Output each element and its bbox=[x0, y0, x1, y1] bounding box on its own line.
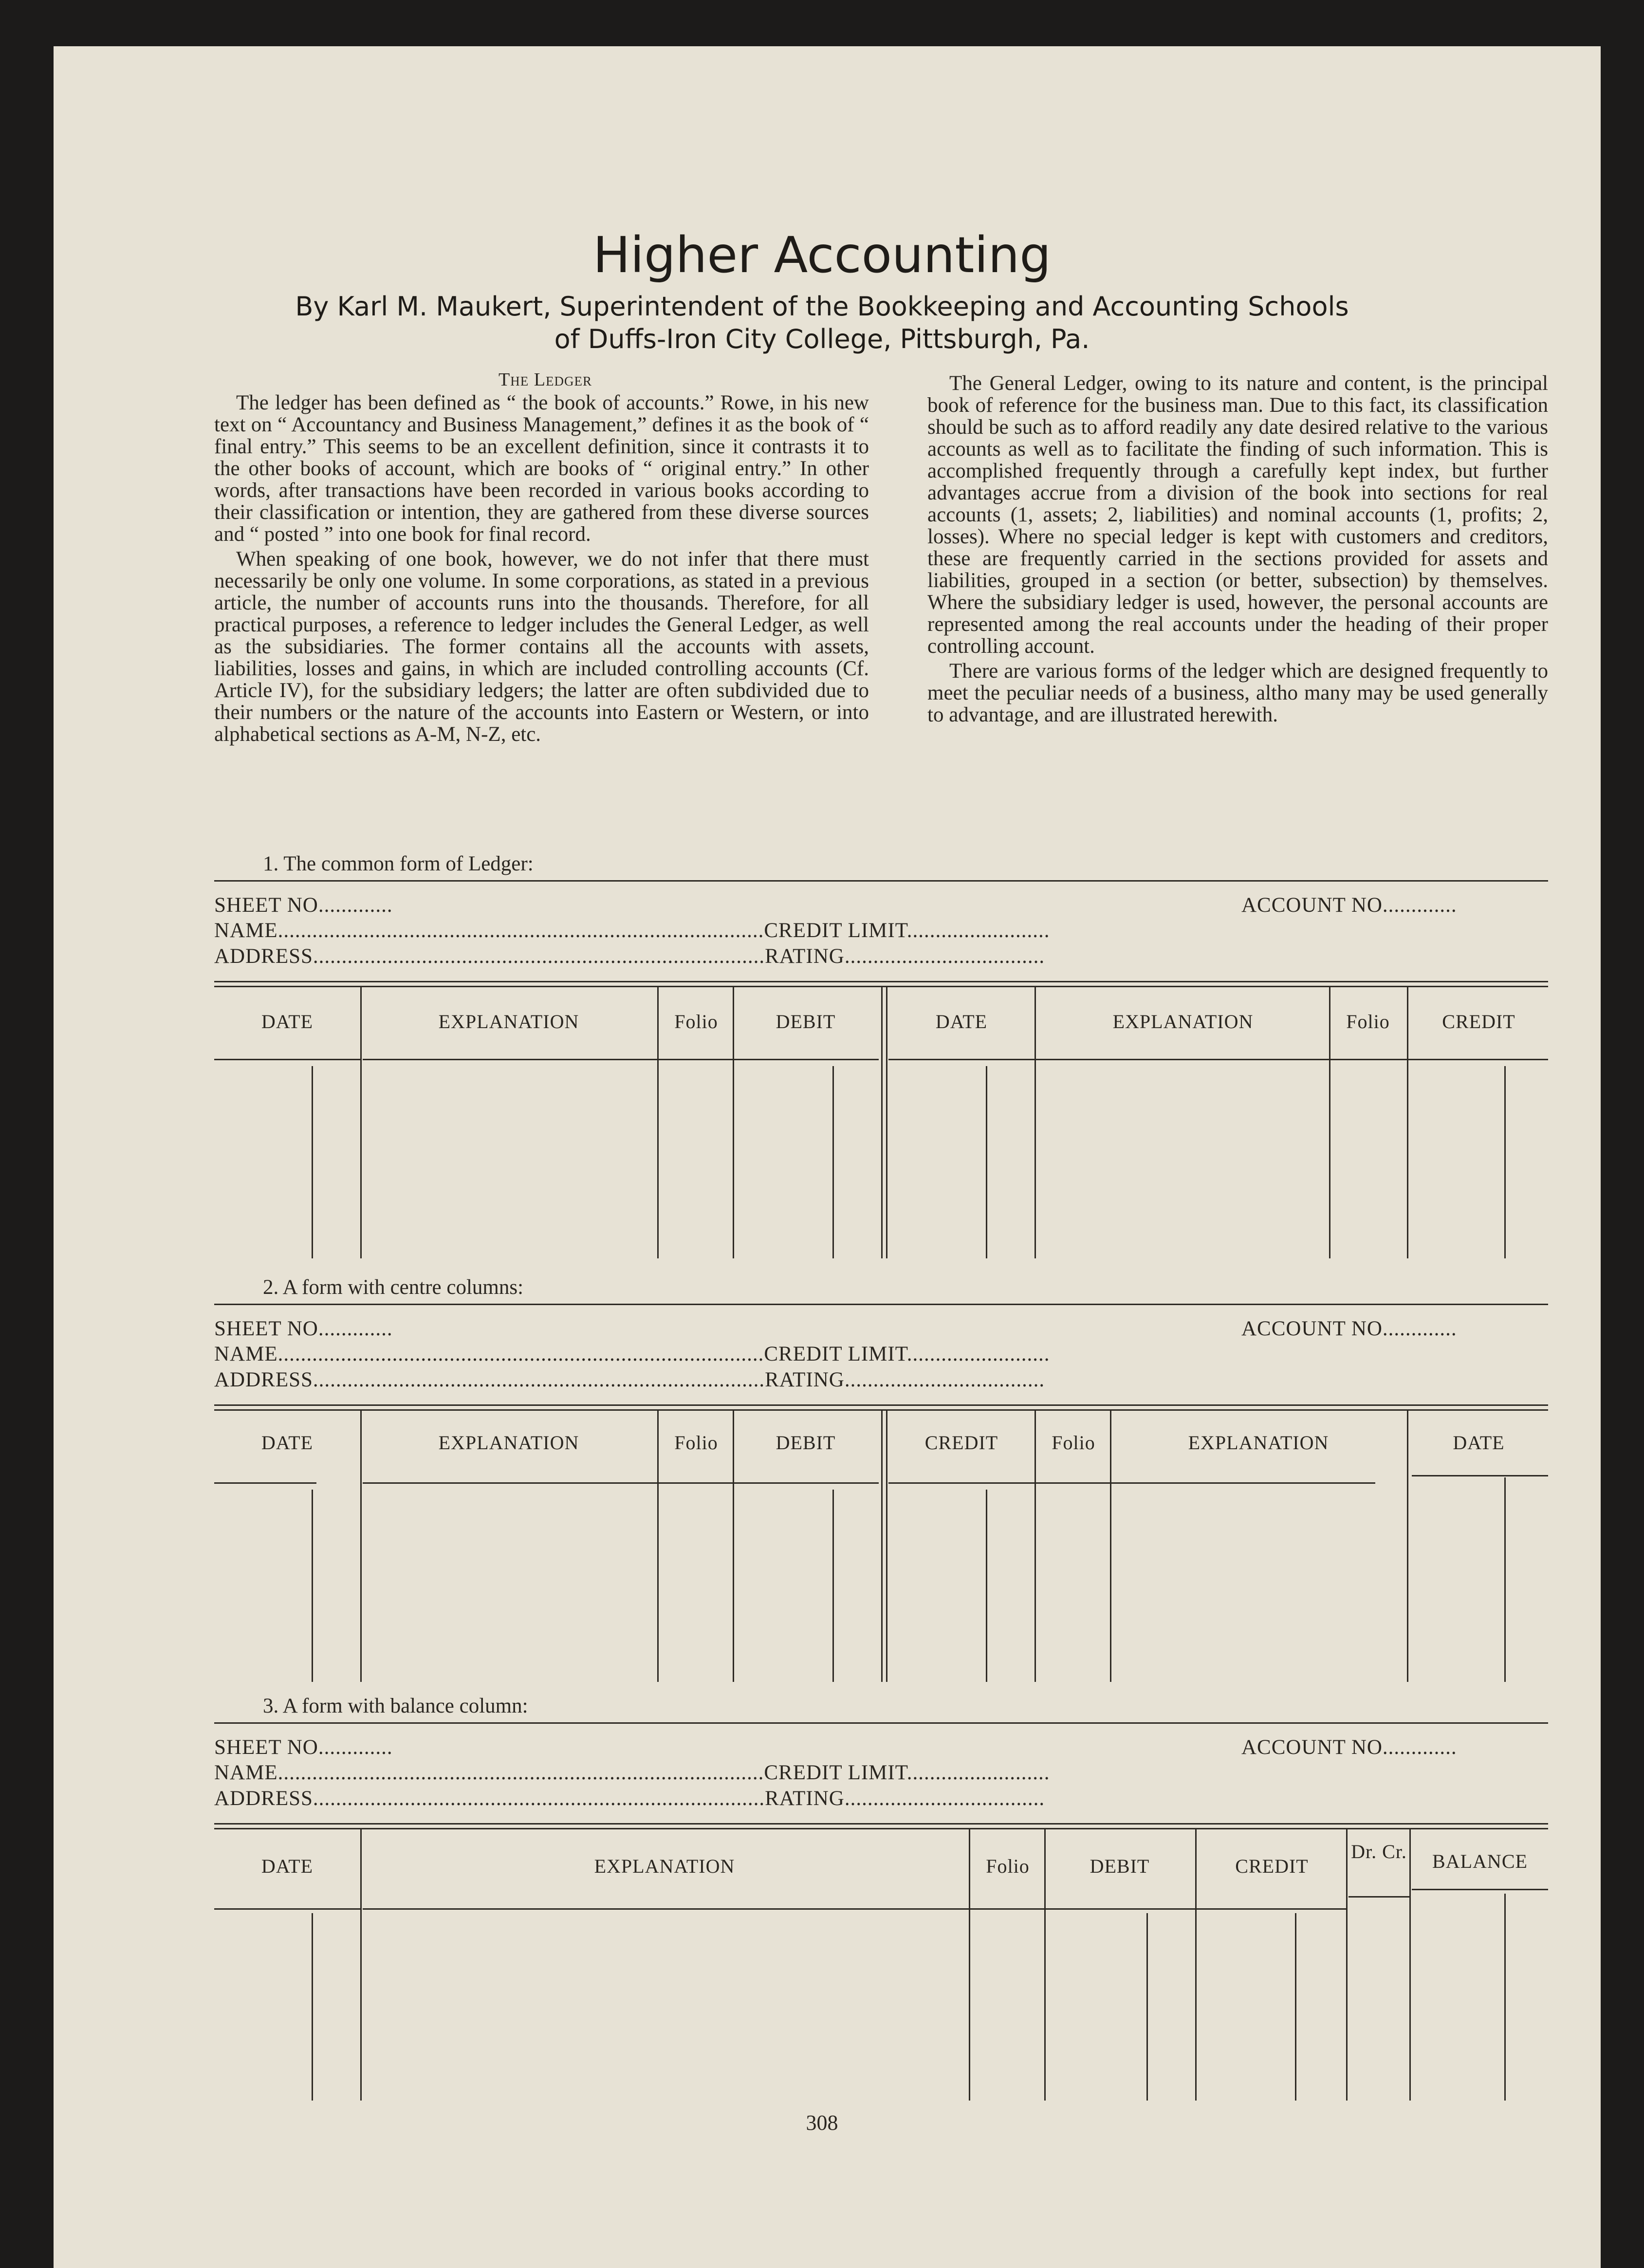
ledger-form-3 bbox=[214, 1823, 1548, 2101]
section-heading: The Ledger bbox=[499, 369, 592, 390]
account-no-label: ACCOUNT NO............. bbox=[1241, 1736, 1457, 1759]
form-2-caption: 2. A form with centre columns: bbox=[263, 1276, 524, 1299]
column-header: Dr. Cr. bbox=[1351, 1841, 1407, 1862]
column-header: Folio bbox=[1346, 1011, 1390, 1033]
column-header: DEBIT bbox=[776, 1432, 836, 1454]
column-header: CREDIT bbox=[924, 1432, 998, 1454]
sheet-no-label: SHEET NO............. bbox=[214, 1317, 393, 1340]
account-no-label: ACCOUNT NO............. bbox=[1241, 1317, 1457, 1340]
column-header: EXPLANATION bbox=[1112, 1011, 1254, 1033]
rule bbox=[214, 1304, 1548, 1305]
column-header: Folio bbox=[1052, 1432, 1095, 1454]
column-header: DATE bbox=[261, 1011, 314, 1033]
column-header: DEBIT bbox=[1090, 1855, 1150, 1877]
column-header: Folio bbox=[674, 1011, 718, 1033]
page-number: 308 bbox=[806, 2111, 838, 2135]
paragraph: There are various forms of the ledger which are designed frequently to meet the peculiar needs of a business, altho many may be used generally to advantage, and are illustrated herewith. bbox=[927, 660, 1548, 726]
left-column bbox=[214, 392, 869, 745]
column-header: Folio bbox=[986, 1855, 1030, 1877]
address-line: ADDRESS...............................................................................RATING................................... bbox=[214, 945, 1045, 968]
column-header: DATE bbox=[1453, 1432, 1505, 1454]
column-header: EXPLANATION bbox=[594, 1855, 735, 1877]
name-line: NAME.....................................................................................CREDIT LIMIT......................... bbox=[214, 1761, 1050, 1784]
column-header: DEBIT bbox=[776, 1011, 836, 1033]
column-header: DATE bbox=[935, 1011, 988, 1033]
right-column bbox=[927, 372, 1548, 726]
rule bbox=[214, 880, 1548, 882]
name-line: NAME.....................................................................................CREDIT LIMIT......................... bbox=[214, 1343, 1050, 1365]
column-header: DATE bbox=[261, 1855, 314, 1877]
ledger-form-2 bbox=[214, 1404, 1548, 1682]
article-title: Higher Accounting bbox=[592, 226, 1052, 284]
byline-line-2: of Duffs-Iron City College, Pittsburgh, Pa. bbox=[554, 324, 1090, 354]
sheet-no-label: SHEET NO............. bbox=[214, 1736, 393, 1759]
column-header: EXPLANATION bbox=[438, 1011, 579, 1033]
column-header: CREDIT bbox=[1442, 1011, 1515, 1033]
column-header: EXPLANATION bbox=[438, 1432, 579, 1454]
column-header: BALANCE bbox=[1432, 1850, 1528, 1872]
column-header: DATE bbox=[261, 1432, 314, 1454]
address-line: ADDRESS...............................................................................RATING................................... bbox=[214, 1368, 1045, 1391]
address-line: ADDRESS...............................................................................RATING................................... bbox=[214, 1787, 1045, 1810]
column-header: EXPLANATION bbox=[1188, 1432, 1329, 1454]
paragraph: The General Ledger, owing to its nature and content, is the principal book of reference for the business man. Due to this fact, its classification should be such as to afford readily any date desired relative to the various accounts as well as to facilitate the finding of such information. This is accomplished frequently through a carefully kept index, but further advantages accrue from a division of the book into sections for real accounts (1, assets; 2, liabilities) and nominal accounts (1, profits; 2, losses). Where no special ledger is kept with customers and creditors, these are frequently carried in the sections provided for assets and liabilities, grouped in a section (or better, subsection) by themselves. Where the subsidiary ledger is used, however, the personal accounts are represented among the real accounts under the heading of their proper controlling account. bbox=[927, 372, 1548, 658]
paragraph: The ledger has been defined as “ the book of accounts.” Rowe, in his new text on “ Accountancy and Business Management,” defines it as the book of “ final entry.” This seems to be an excellent definition, since it contrasts it to the other books of account, which are books of “ original entry.” In other words, after transactions have been recorded in various books according to their classification or intention, they are gathered from these diverse sources and “ posted ” into one book for final record. bbox=[214, 391, 869, 546]
name-line: NAME.....................................................................................CREDIT LIMIT......................... bbox=[214, 919, 1050, 942]
sheet-no-label: SHEET NO............. bbox=[214, 894, 393, 917]
form-1-caption: 1. The common form of Ledger: bbox=[263, 852, 534, 875]
ledger-form-1 bbox=[214, 981, 1548, 1258]
column-header: CREDIT bbox=[1235, 1855, 1309, 1877]
form-3-caption: 3. A form with balance column: bbox=[263, 1695, 528, 1717]
paragraph: When speaking of one book, however, we do not infer that there must necessarily be only one volume. In some corporations, as stated in a previous article, the number of accounts runs into the thousands. Therefore, for all practical purposes, a reference to ledger includes the General Ledger, as well as the subsidiaries. The former contains all the accounts with assets, liabilities, losses and gains, in which are included controlling accounts (Cf. Article IV), for the subsidiary ledgers; the latter are often subdivided due to their numbers or the nature of the accounts into Eastern or Western, or into alphabetical sections as A-M, N-Z, etc. bbox=[214, 548, 869, 746]
account-no-label: ACCOUNT NO............. bbox=[1241, 894, 1457, 917]
byline-line-1: By Karl M. Maukert, Superintendent of the Bookkeeping and Accounting Schools bbox=[295, 291, 1349, 322]
rule bbox=[214, 1722, 1548, 1724]
column-header: Folio bbox=[674, 1432, 718, 1454]
